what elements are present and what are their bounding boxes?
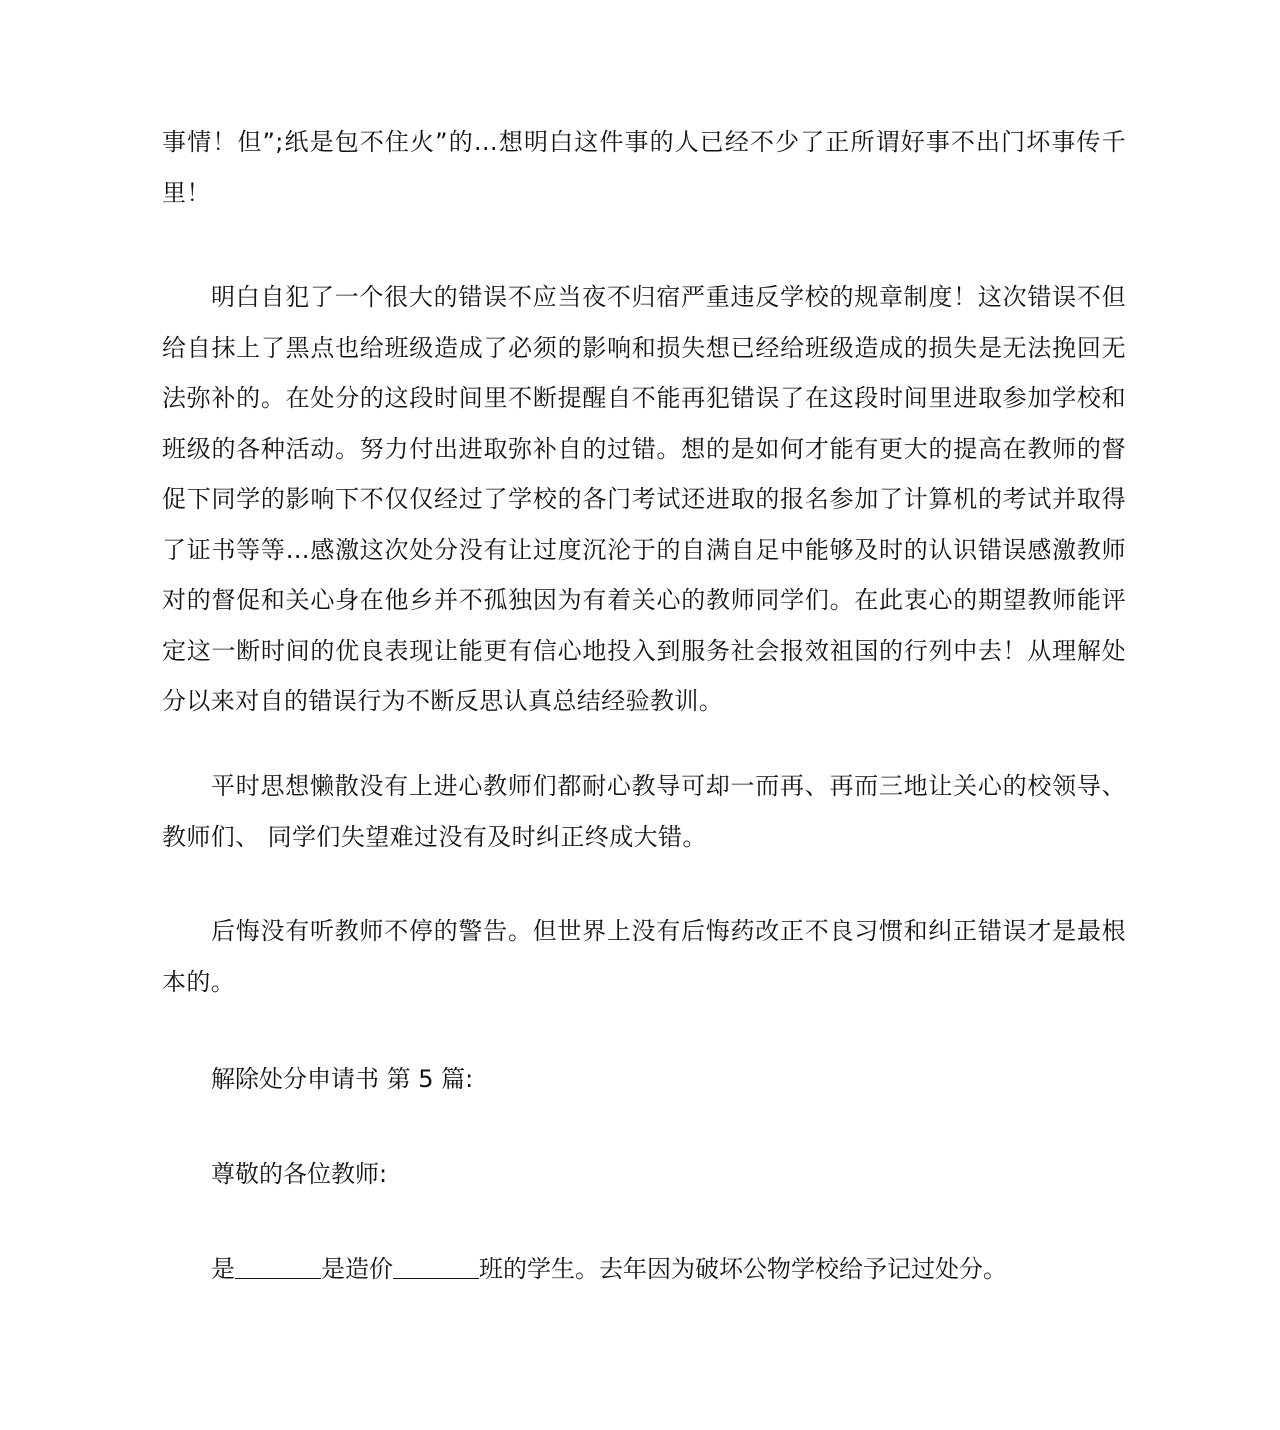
intro-text-1: 是 xyxy=(211,1255,235,1283)
paragraph-reflection: 明白自犯了一个很大的错误不应当夜不归宿严重违反学校的规章制度！这次错误不但给自抹上了黑点也给班级造成了必须的影响和损失想已经给班级造成的损失是无法挽回无法弥补的。在处分的这段时间里不断提醒自不能再犯错误了在这段时间里进取参加学校和班级的各种活动。努力付出进取弥补自的过错。想的是如何才能有更大的提高在教师的督促下同学的影响下不仅仅经过了学校的各门考试还进取的报名参加了计算机的考试并取得了证书等等…感激这次处分没有让过度沉沦于的自满自足中能够及时的认识错误感激教师对的督促和关心身在他乡并不孤独因为有着关心的教师同学们。在此衷心的期望教师能评定这一断时间的优良表现让能更有信心地投入到服务社会报效祖国的行列中去！从理解处分以来对自的错误行为不断反思认真总结经验教训。 xyxy=(162,283,1126,715)
section-title: 解除处分申请书 第 5 篇: xyxy=(211,1065,474,1093)
salutation: 尊敬的各位教师: xyxy=(211,1160,388,1188)
name-blank-line xyxy=(235,1277,321,1279)
intro-line xyxy=(211,1244,1007,1294)
intro-text-2: 是造价 xyxy=(321,1255,393,1283)
class-blank-line xyxy=(393,1277,479,1279)
intro-text-3: 班的学生。去年因为破坏公物学校给予记过处分。 xyxy=(479,1255,1007,1283)
paragraph-regret: 后悔没有听教师不停的警告。但世界上没有后悔药改正不良习惯和纠正错误才是最根本的。 xyxy=(162,917,1126,996)
paragraph-attitude: 平时思想懒散没有上进心教师们都耐心教导可却一而再、再而三地让关心的校领导、教师们、 同学们失望难过没有及时纠正终成大错。 xyxy=(162,772,1126,851)
paragraph-continuation: 事情！但”;纸是包不住火”的…想明白这件事的人已经不少了正所谓好事不出门坏事传千里！ xyxy=(162,128,1126,207)
